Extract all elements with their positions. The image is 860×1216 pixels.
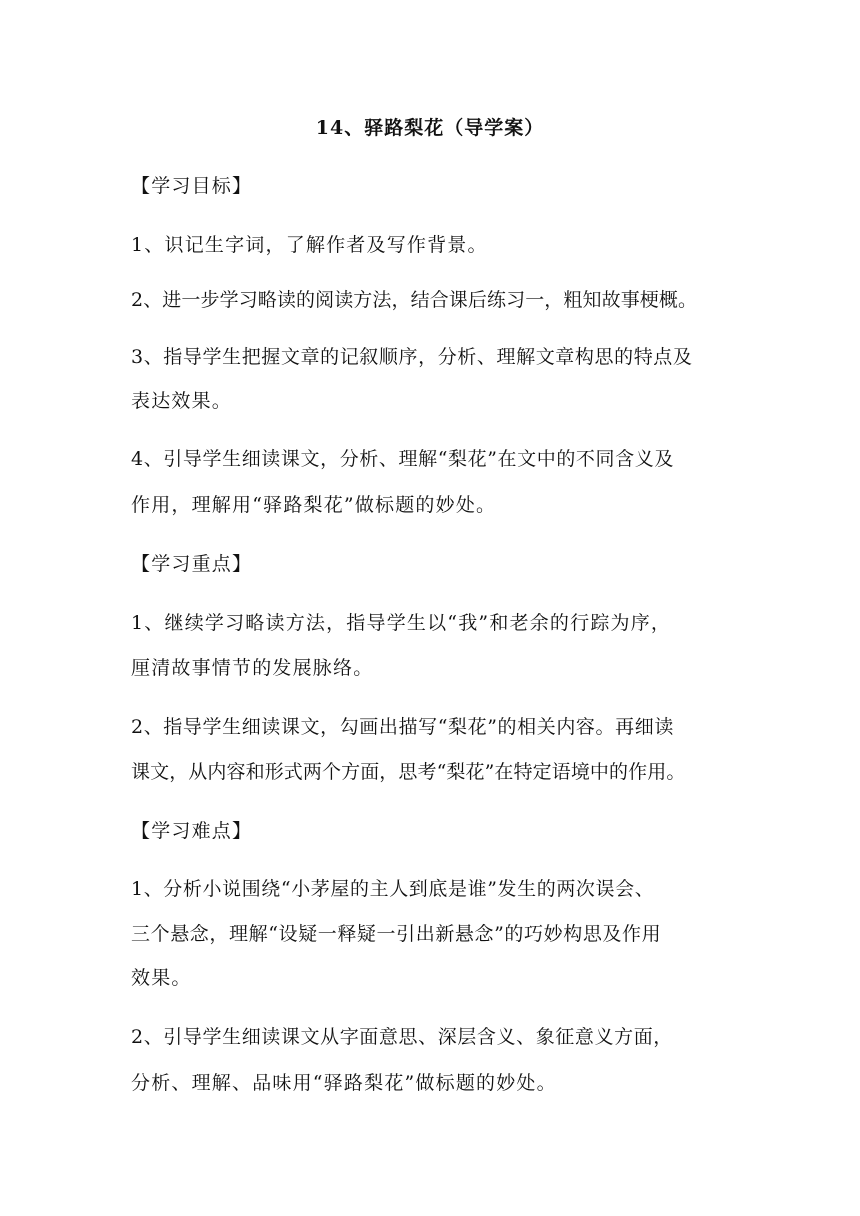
document-title: 14、驿路梨花（导学案） [315, 117, 545, 139]
key-point-2-line-1: 2、指导学生细读课文，勾画出描写“梨花”的相关内容。再细读 [131, 716, 674, 738]
section-heading-difficulties: 【学习难点】 [131, 820, 253, 842]
objective-1-line-1: 1、识记生字词，了解作者及写作背景。 [131, 234, 488, 256]
objective-4-line-2: 作用，理解用“驿路梨花”做标题的妙处。 [131, 494, 497, 516]
key-point-1-line-2: 厘清故事情节的发展脉络。 [131, 657, 374, 679]
difficulty-1-line-3: 效果。 [131, 967, 192, 989]
key-point-2-line-2: 课文，从内容和形式两个方面，思考“梨花”在特定语境中的作用。 [131, 761, 686, 783]
difficulty-1-line-2: 三个悬念，理解“设疑一释疑一引出新悬念”的巧妙构思及作用 [131, 923, 662, 945]
objective-2-line-1: 2、进一步学习略读的阅读方法，结合课后练习一，粗知故事梗概。 [131, 289, 698, 311]
difficulty-1-line-1: 1、分析小说围绕“小茅屋的主人到底是谁”发生的两次误会、 [131, 878, 655, 900]
section-heading-key-points: 【学习重点】 [131, 553, 253, 575]
section-heading-objectives: 【学习目标】 [131, 175, 253, 197]
key-point-1-line-1: 1、继续学习略读方法，指导学生以“我”和老余的行踪为序， [131, 612, 672, 634]
objective-3-line-2: 表达效果。 [131, 390, 233, 412]
objective-3-line-1: 3、指导学生把握文章的记叙顺序，分析、理解文章构思的特点及 [131, 346, 693, 368]
objective-4-line-1: 4、引导学生细读课文，分析、理解“梨花”在文中的不同含义及 [131, 448, 674, 470]
difficulty-2-line-1: 2、引导学生细读课文从字面意思、深层含义、象征意义方面， [131, 1026, 673, 1048]
difficulty-2-line-2: 分析、理解、品味用“驿路梨花”做标题的妙处。 [131, 1072, 557, 1094]
